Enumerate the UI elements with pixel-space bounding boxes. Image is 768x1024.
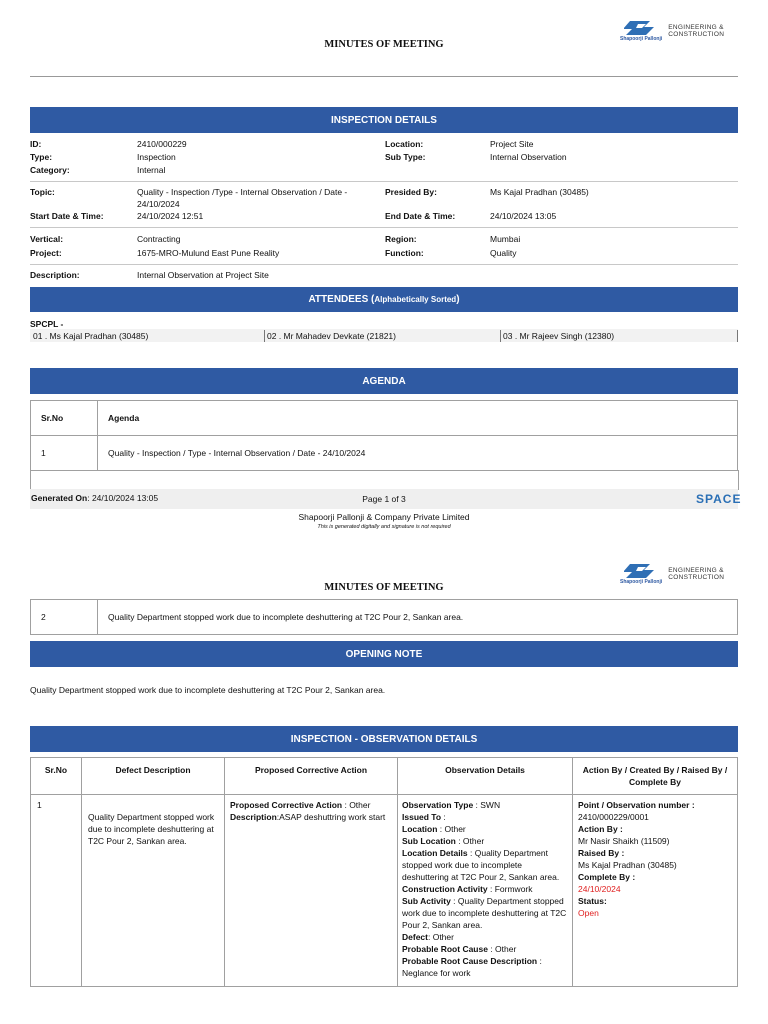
sp-logo-icon bbox=[624, 20, 658, 36]
company-logo bbox=[620, 20, 724, 42]
details-divider-1 bbox=[30, 181, 738, 182]
details-divider-2 bbox=[30, 227, 738, 228]
point-value: 2410/000229/0001 bbox=[578, 812, 649, 822]
detail-label: Probable Root Cause Description bbox=[402, 956, 538, 966]
attendees-title-close: ) bbox=[456, 294, 460, 305]
page-title: MINUTES OF MEETING bbox=[324, 39, 444, 50]
pca-value: : Other bbox=[342, 800, 371, 810]
opening-note-header: OPENING NOTE bbox=[30, 641, 738, 667]
attendee-group: SPCPL - bbox=[30, 319, 64, 329]
raised-by-value: Ms Kajal Pradhan (30485) bbox=[578, 860, 677, 870]
detail-label: Issued To bbox=[402, 812, 442, 822]
location-value: Project Site bbox=[490, 139, 534, 149]
obs-srno: 1 bbox=[31, 795, 82, 987]
detail-value: : Neglance for work bbox=[402, 956, 542, 978]
function-value: Quality bbox=[490, 248, 517, 258]
detail-label: Observation Type bbox=[402, 800, 474, 810]
company-logo bbox=[620, 563, 724, 585]
obs-details bbox=[398, 795, 573, 987]
subtype-value: Internal Observation bbox=[490, 152, 567, 162]
company-name: Shapoorji Pallonji & Company Private Limited bbox=[298, 512, 470, 522]
generated-label: Generated On bbox=[31, 493, 88, 503]
generated-value: : 24/10/2024 13:05 bbox=[87, 493, 159, 503]
function-label: Function: bbox=[385, 248, 424, 258]
obs-col-by-line1: Action By / Created By / Raised By / bbox=[582, 765, 728, 775]
detail-label: Sub Activity bbox=[402, 896, 451, 906]
detail-label: Location bbox=[402, 824, 438, 834]
attendee-divider bbox=[500, 330, 501, 342]
page-title: MINUTES OF MEETING bbox=[324, 582, 444, 593]
logo-line1: ENGINEERING & bbox=[668, 567, 724, 574]
detail-label: Probable Root Cause bbox=[402, 944, 488, 954]
obs-col-by bbox=[573, 758, 738, 795]
topic-value-line1: Quality - Inspection /Type - Internal Observation / Date - bbox=[137, 187, 348, 197]
status-badge: Open bbox=[578, 908, 599, 918]
space-logo: SPACE bbox=[696, 492, 742, 506]
detail-label: Location Details bbox=[402, 848, 468, 858]
desc-label: Description bbox=[230, 812, 277, 822]
pca-label: Proposed Corrective Action bbox=[230, 800, 343, 810]
category-value: Internal bbox=[137, 165, 166, 175]
table-row bbox=[31, 600, 738, 635]
detail-label: Construction Activity bbox=[402, 884, 488, 894]
category-label: Category: bbox=[30, 165, 70, 175]
attendee-list bbox=[30, 329, 738, 342]
detail-value: : Other bbox=[455, 836, 485, 846]
project-label: Project: bbox=[30, 248, 62, 258]
agenda-text: Quality Department stopped work due to incomplete deshuttering at T2C Pour 2, Sankan area. bbox=[98, 600, 738, 635]
agenda-col-srno: Sr.No bbox=[31, 401, 98, 436]
obs-action bbox=[225, 795, 398, 987]
type-label: Type: bbox=[30, 152, 53, 162]
vertical-label: Vertical: bbox=[30, 234, 64, 244]
obs-col-details: Observation Details bbox=[398, 758, 573, 795]
topic-value-line2: 24/10/2024 bbox=[137, 199, 180, 209]
logo-line2: CONSTRUCTION bbox=[668, 574, 725, 581]
description-value: Internal Observation at Project Site bbox=[137, 270, 269, 280]
action-by-label: Action By : bbox=[578, 824, 623, 834]
presided-value: Ms Kajal Pradhan (30485) bbox=[490, 187, 589, 197]
attendee-item: 02 . Mr Mahadev Devkate (21821) bbox=[267, 331, 396, 341]
raised-by-label: Raised By : bbox=[578, 848, 625, 858]
title-divider bbox=[30, 76, 738, 77]
attendees-title: ATTENDEES ( bbox=[308, 294, 375, 305]
attendees-sort-note: Alphabetically Sorted bbox=[374, 295, 457, 304]
table-row bbox=[31, 436, 738, 471]
complete-by-value: 24/10/2024 bbox=[578, 884, 621, 894]
agenda-col-agenda: Agenda bbox=[98, 401, 738, 436]
agenda-header: AGENDA bbox=[30, 368, 738, 394]
agenda-srno: 2 bbox=[31, 600, 98, 635]
status-label: Status: bbox=[578, 896, 607, 906]
observation-header: INSPECTION - OBSERVATION DETAILS bbox=[30, 726, 738, 752]
detail-value: : bbox=[441, 812, 446, 822]
observation-table bbox=[30, 757, 738, 987]
opening-note-text: Quality Department stopped work due to incomplete deshuttering at T2C Pour 2, Sankan area. bbox=[30, 685, 386, 695]
obs-defect: Quality Department stopped work due to incomplete deshuttering at T2C Pour 2, Sankan area. bbox=[82, 795, 225, 987]
attendee-divider bbox=[264, 330, 265, 342]
end-label: End Date & Time: bbox=[385, 211, 456, 221]
detail-value: : Quality Department stopped work due to incomplete deshuttering at T2C Pour 2, Sankan area. bbox=[402, 896, 567, 930]
region-label: Region: bbox=[385, 234, 417, 244]
agenda-table bbox=[30, 400, 738, 471]
agenda-continuation bbox=[30, 470, 739, 490]
logo-brand: Shapoorji Pallonji bbox=[620, 579, 663, 585]
desc-value: :ASAP deshuttring work start bbox=[276, 812, 386, 822]
details-divider-3 bbox=[30, 264, 738, 265]
project-value: 1675-MRO-Mulund East Pune Reality bbox=[137, 248, 280, 258]
type-value: Inspection bbox=[137, 152, 176, 162]
presided-label: Presided By: bbox=[385, 187, 437, 197]
obs-col-by-line2: Complete By bbox=[629, 777, 681, 787]
sp-logo-icon bbox=[624, 563, 658, 579]
signature-note: This is generated digitally and signature is not required bbox=[317, 524, 451, 530]
subtype-label: Sub Type: bbox=[385, 152, 426, 162]
attendee-item: 03 . Mr Rajeev Singh (12380) bbox=[503, 331, 615, 341]
complete-by-label: Complete By : bbox=[578, 872, 636, 882]
obs-col-defect: Defect Description bbox=[82, 758, 225, 795]
location-label: Location: bbox=[385, 139, 424, 149]
attendee-item: 01 . Ms Kajal Pradhan (30485) bbox=[33, 331, 149, 341]
detail-value: : Quality Department stopped work due to incomplete deshuttering at T2C Pour 2, Sankan area. bbox=[402, 848, 560, 882]
inspection-details-header: INSPECTION DETAILS bbox=[30, 107, 738, 133]
attendee-divider bbox=[737, 330, 738, 342]
obs-by bbox=[573, 795, 738, 987]
logo-line2: CONSTRUCTION bbox=[668, 31, 725, 38]
start-value: 24/10/2024 12:51 bbox=[137, 211, 204, 221]
attendees-header bbox=[30, 287, 738, 312]
id-label: ID: bbox=[30, 139, 42, 149]
end-value: 24/10/2024 13:05 bbox=[490, 211, 557, 221]
logo-brand: Shapoorji Pallonji bbox=[620, 36, 663, 42]
detail-label: Sub Location bbox=[402, 836, 456, 846]
obs-col-srno: Sr.No bbox=[31, 758, 82, 795]
agenda-table-cont bbox=[30, 599, 738, 635]
obs-col-action: Proposed Corrective Action bbox=[225, 758, 398, 795]
point-label: Point / Observation number : bbox=[578, 800, 695, 810]
table-row bbox=[31, 795, 738, 987]
detail-value: : Other bbox=[437, 824, 466, 834]
logo-line1: ENGINEERING & bbox=[668, 24, 724, 31]
topic-label: Topic: bbox=[30, 187, 55, 197]
agenda-srno: 1 bbox=[31, 436, 98, 471]
detail-label: Defect bbox=[402, 932, 428, 942]
page-number: Page 1 of 3 bbox=[362, 494, 406, 504]
start-label: Start Date & Time: bbox=[30, 211, 104, 221]
id-value: 2410/000229 bbox=[137, 139, 187, 149]
region-value: Mumbai bbox=[490, 234, 521, 244]
action-by-value: Mr Nasir Shaikh (11509) bbox=[578, 836, 670, 846]
description-label: Description: bbox=[30, 270, 80, 280]
detail-value: : Formwork bbox=[487, 884, 533, 894]
detail-value: : SWN bbox=[473, 800, 501, 810]
agenda-text: Quality - Inspection / Type - Internal Observation / Date - 24/10/2024 bbox=[98, 436, 738, 471]
detail-value: : Other bbox=[487, 944, 517, 954]
vertical-value: Contracting bbox=[137, 234, 181, 244]
detail-value: : Other bbox=[427, 932, 454, 942]
